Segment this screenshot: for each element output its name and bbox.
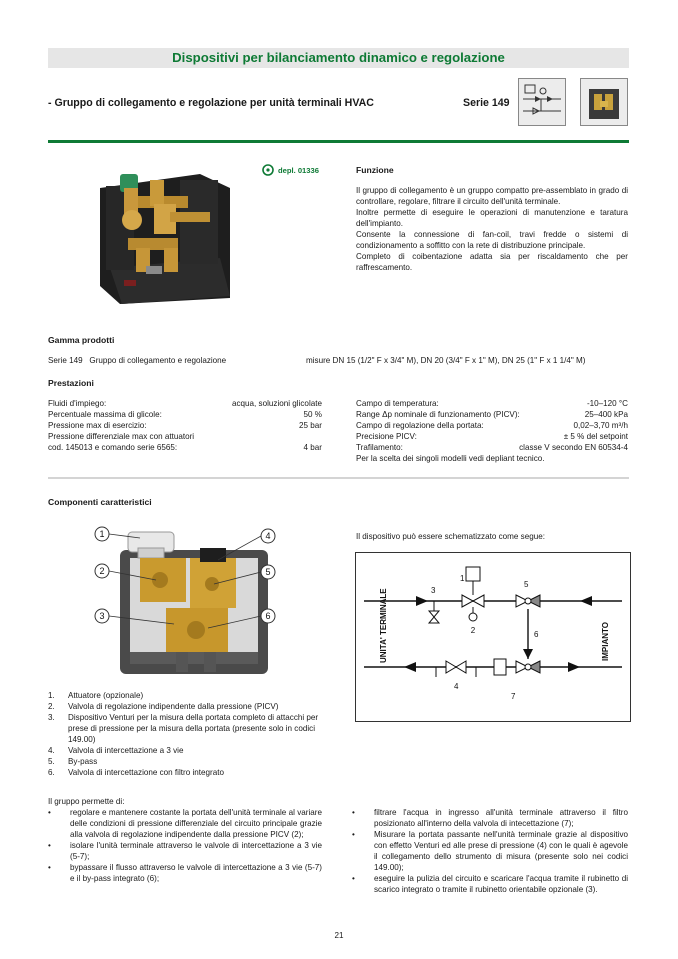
spec-value: 0,02–3,70 m³/h — [573, 421, 628, 430]
deposit-label: depl. 01336 — [278, 165, 319, 175]
list-number: 5. — [48, 757, 55, 766]
list-text: Valvola di intercettazione a 3 vie — [68, 746, 184, 755]
spec-label: Pressione max di esercizio: — [48, 421, 147, 430]
gamma-title: Gamma prodotti — [48, 335, 115, 345]
permette-intro: Il gruppo permette di: — [48, 797, 125, 806]
header-rule — [48, 140, 629, 143]
funzione-paragraph: Consente la connessione di fan-coil, travi fredde o sistemi di condizionamento a soffitto con la rete di distribuzione principale. — [356, 230, 628, 250]
list-item — [48, 690, 326, 701]
schema-num-1: 1 — [460, 574, 465, 583]
spec-row — [48, 398, 322, 409]
spec-value: ± 5 % del setpoint — [563, 432, 628, 441]
list-item — [352, 873, 628, 895]
list-text: Attuatore (opzionale) — [68, 691, 144, 700]
product-thumbnail-icon — [580, 78, 628, 126]
bullet: • — [352, 830, 355, 839]
permette-right-list — [352, 807, 628, 895]
gamma-right: misure DN 15 (1/2" F x 3/4" M), DN 20 (3/4" F x 1" M), DN 25 (1" F x 1 1/4" M) — [306, 356, 586, 365]
prestazioni-title: Prestazioni — [48, 378, 94, 388]
funzione-text — [356, 185, 628, 273]
bullet: • — [352, 808, 355, 817]
list-number: 6. — [48, 768, 55, 777]
subtitle: - Gruppo di collegamento e regolazione per unità terminali HVAC — [48, 97, 374, 109]
spec-label: Fluidi d'impiego: — [48, 399, 107, 408]
spec-row — [48, 420, 322, 431]
schema-left-label: UNITA' TERMINALE — [379, 588, 388, 663]
prestazioni-left — [48, 398, 322, 453]
list-number: 1. — [48, 691, 55, 700]
list-text: bypassare il flusso attraverso le valvole di intercettazione a 3 vie (5-7) e il by-pass integrato (6); — [70, 863, 322, 883]
list-item — [352, 807, 628, 829]
list-text: regolare e mantenere costante la portata dell'unità terminale al variare delle condizioni di pressione differenziale del circuito principale grazie alla valvola di regolazione indipendente dalla pressione PICV (2); — [70, 808, 322, 839]
spec-row — [356, 409, 628, 420]
componenti-title: Componenti caratteristici — [48, 497, 152, 507]
spec-note: Per la scelta dei singoli modelli vedi depliant tecnico. — [356, 454, 545, 463]
bullet: • — [48, 841, 51, 850]
component-list — [48, 690, 326, 778]
list-item — [48, 712, 326, 745]
bullet: • — [48, 808, 51, 817]
list-item — [48, 701, 326, 712]
spec-value: classe V secondo EN 60534-4 — [519, 443, 628, 452]
list-item — [48, 862, 322, 884]
spec-value: 25 bar — [299, 421, 322, 430]
list-text: Misurare la portata passante nell'unità terminale grazie al dispositivo con effetto Venturi ed alle prese di pressione (4) con le quali è agevole il collegamento dello strumento di misura (presente solo nei codici 149.00); — [374, 830, 628, 872]
header-title: Dispositivi per bilanciamento dinamico e regolazione — [172, 50, 505, 65]
spec-label: Pressione differenziale max con attuatori — [48, 432, 195, 441]
spec-value: 25–400 kPa — [584, 410, 628, 419]
list-item — [48, 756, 326, 767]
spec-label: Trafilamento: — [356, 443, 403, 452]
list-text: Valvola di intercettazione con filtro integrato — [68, 768, 224, 777]
deposit-logo-icon — [262, 164, 274, 176]
list-number: 4. — [48, 746, 55, 755]
bullet: • — [48, 863, 51, 872]
list-text: By-pass — [68, 757, 98, 766]
spec-label: Campo di temperatura: — [356, 399, 439, 408]
list-item — [352, 829, 628, 873]
list-item — [48, 767, 326, 778]
gamma-left: Serie 149 Gruppo di collegamento e regolazione — [48, 356, 227, 365]
schematic-thumbnail-icon — [518, 78, 566, 126]
list-text: Dispositivo Venturi per la misura della portata completo di attacchi per prese di pressione per la misura della portata (presente solo in codici 149.00) — [68, 713, 319, 744]
list-number: 2. — [48, 702, 55, 711]
spec-value: 4 bar — [303, 443, 322, 452]
list-item — [48, 807, 322, 840]
list-text: filtrare l'acqua in ingresso all'unità terminale attraverso il filtro posizionato all'interno della valvola di intecettazione (7); — [374, 808, 628, 828]
funzione-paragraph: Completo di coibentazione adatta sia per riscaldamento che per raffrescamento. — [356, 252, 628, 272]
callout-6: 6 — [265, 611, 271, 621]
list-text: Valvola di regolazione indipendente dalla pressione (PICV) — [68, 702, 279, 711]
bullet: • — [352, 874, 355, 883]
spec-label: Campo di regolazione della portata: — [356, 421, 484, 430]
prestazioni-right — [356, 398, 628, 464]
schema-num-7: 7 — [511, 692, 516, 701]
spec-row — [48, 431, 322, 442]
schema-num-2: 2 — [470, 626, 476, 635]
schema-caption: Il dispositivo può essere schematizzato come segue: — [356, 532, 545, 541]
callout-3: 3 — [99, 611, 105, 621]
spec-label: Range Δp nominale di funzionamento (PICV): — [356, 410, 520, 419]
spec-value: 50 % — [303, 410, 322, 419]
funzione-title: Funzione — [356, 165, 394, 175]
funzione-paragraph: Inoltre permette di eseguire le operazioni di manutenzione e taratura dell'impianto. — [356, 208, 628, 228]
section-rule — [48, 477, 629, 479]
list-item — [48, 840, 322, 862]
list-number: 3. — [48, 713, 55, 722]
callout-1: 1 — [99, 529, 105, 539]
cutaway-diagram — [90, 524, 280, 684]
list-text: isolare l'unità terminale attraverso le valvole di intercettazione a 3 vie (5-7); — [70, 841, 322, 861]
permette-left-list — [48, 807, 322, 884]
schema-num-3: 3 — [431, 586, 436, 595]
schema-num-5: 5 — [524, 580, 529, 589]
spec-row — [356, 398, 628, 409]
schema-num-6: 6 — [534, 630, 539, 639]
spec-row — [356, 442, 628, 453]
spec-label: Percentuale massima di glicole: — [48, 410, 162, 419]
callout-2: 2 — [99, 566, 105, 576]
callout-4: 4 — [265, 531, 271, 541]
schema-right-label: IMPIANTO — [601, 622, 610, 661]
spec-row — [48, 409, 322, 420]
spec-label: cod. 145013 e comando serie 6565: — [48, 443, 178, 452]
spec-label: Precisione PICV: — [356, 432, 417, 441]
callout-5: 5 — [265, 567, 271, 577]
list-text: eseguire la pulizia del circuito e scaricare l'acqua tramite il rubinetto di scarico integrato o tramite il rubinetto orientabile opzionale (3). — [374, 874, 628, 894]
series-label: Serie 149 — [463, 97, 510, 109]
page-number: 21 — [334, 931, 344, 940]
funzione-paragraph: Il gruppo di collegamento è un gruppo compatto pre-assemblato in grado di controllare, regolare, filtrare il circuito dell'unità terminale. — [356, 186, 628, 206]
product-photo — [80, 158, 250, 306]
list-item — [48, 745, 326, 756]
spec-row — [48, 442, 322, 453]
header-bar — [48, 48, 629, 68]
spec-row — [356, 431, 628, 442]
schema-num-4: 4 — [454, 682, 459, 691]
spec-row — [356, 420, 628, 431]
schema-diagram — [355, 552, 631, 722]
spec-value: acqua, soluzioni glicolate — [232, 399, 322, 408]
spec-value: -10–120 °C — [586, 399, 628, 408]
deposit-mark — [262, 164, 319, 176]
